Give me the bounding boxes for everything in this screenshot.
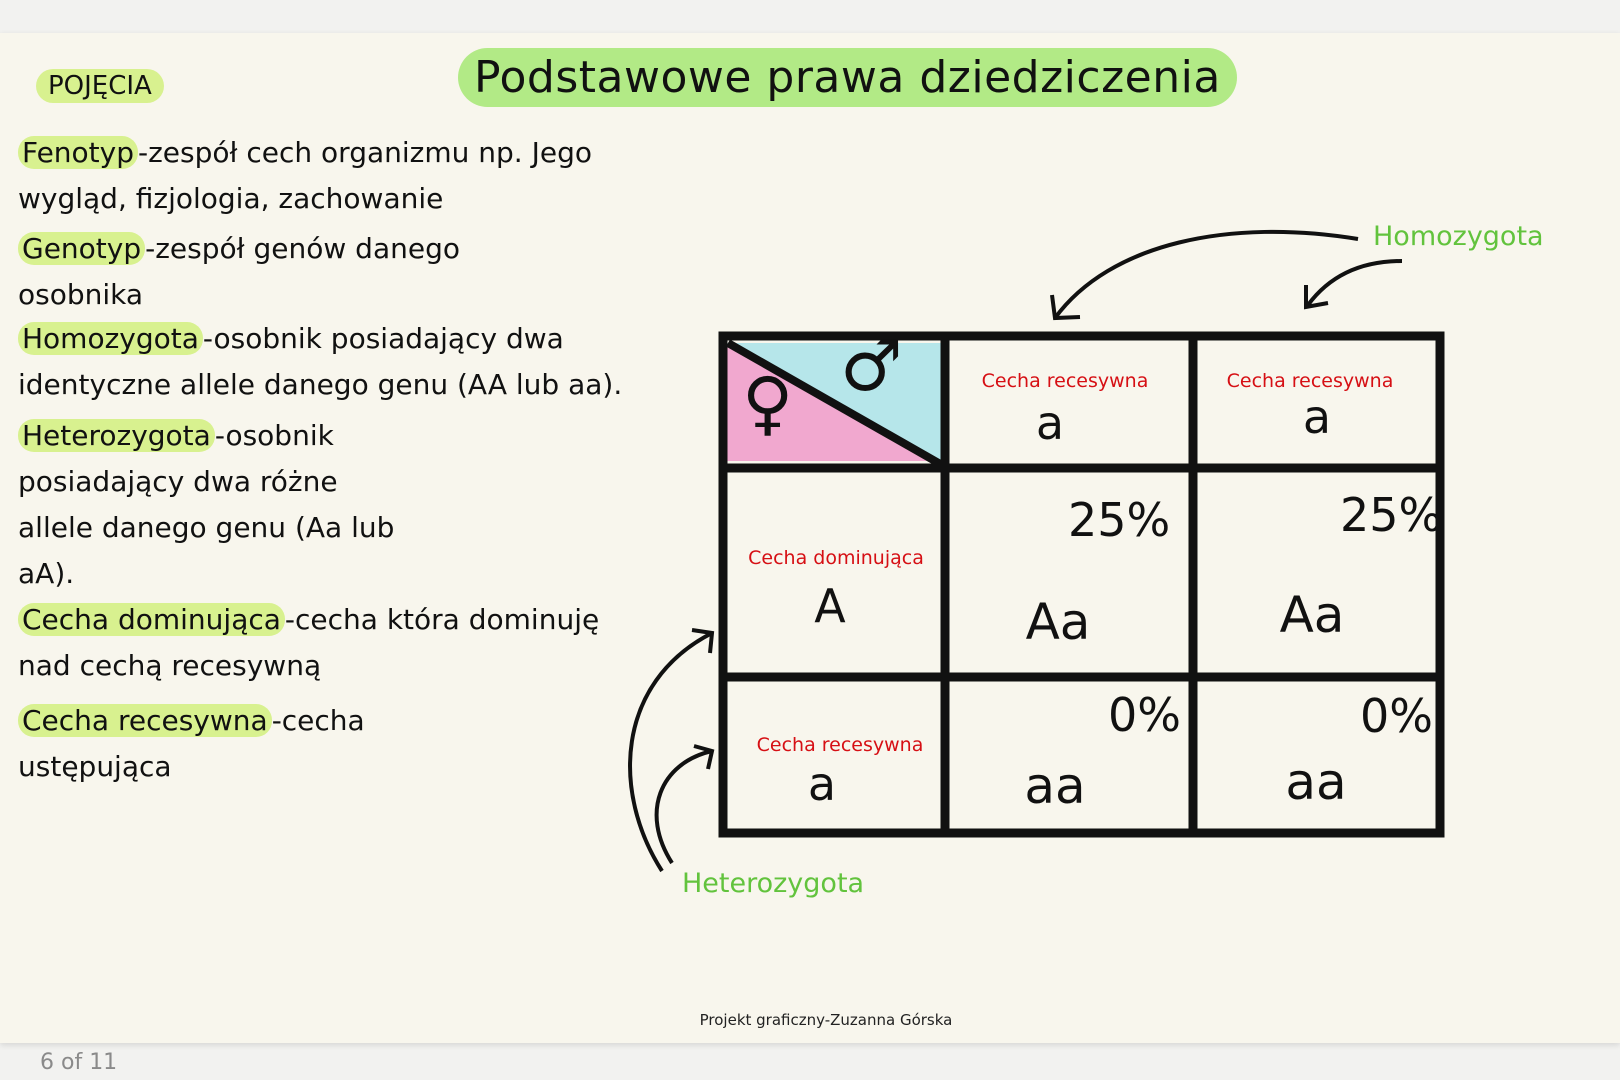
definition-text: -osobnik <box>214 419 334 452</box>
arrow-homozygota-right <box>1308 261 1402 305</box>
arrow-heterozygota-lower <box>657 751 712 863</box>
female-icon: ♀ <box>742 362 794 444</box>
definition-text: -cecha która dominuję <box>284 603 600 636</box>
definition-text: allele danego genu (Aa lub <box>18 511 395 544</box>
row-header-label: Cecha recesywna <box>756 734 924 756</box>
cell-percent: 0% <box>1360 689 1433 743</box>
column-header-label: Cecha recesywna <box>981 370 1149 392</box>
cell-genotype: aa <box>1285 753 1347 811</box>
column-header-label: Cecha recesywna <box>1226 370 1394 392</box>
column-header-allele: a <box>1035 396 1065 450</box>
section-tag: POJĘCIA <box>36 69 164 103</box>
cell-percent: 25% <box>1068 493 1171 547</box>
definition-text: identyczne allele danego genu (AA lub aa). <box>18 368 623 401</box>
cell-genotype: Aa <box>1279 586 1345 644</box>
credit: Projekt graficzny-Zuzanna Górska <box>699 1011 953 1029</box>
cell-percent: 25% <box>1340 488 1443 542</box>
definition-text: -zespół cech organizmu np. Jego <box>138 136 592 169</box>
definition-term: Cecha dominująca <box>18 603 285 636</box>
row-header-allele: a <box>807 757 837 811</box>
definition-term: Cecha recesywna <box>18 704 272 737</box>
cell-genotype: aa <box>1024 757 1086 815</box>
arrow-heterozygota-upper <box>630 633 712 871</box>
definition-text: -zespół genów danego <box>145 232 460 265</box>
annotation-heterozygota: Heterozygota <box>682 868 865 899</box>
definition-term: Fenotyp <box>18 136 138 169</box>
cell-percent: 0% <box>1108 688 1181 742</box>
definition-term: Homozygota <box>18 322 203 355</box>
definition-text: -cecha <box>271 704 365 737</box>
definition-text: posiadający dwa różne <box>18 465 338 498</box>
cell-genotype: Aa <box>1025 593 1091 651</box>
definition-text: wygląd, fizjologia, zachowanie <box>18 182 444 215</box>
page-indicator: 6 of 11 <box>40 1050 118 1075</box>
column-header-allele: a <box>1302 390 1332 444</box>
definition-text: aA). <box>18 557 75 590</box>
definition-term: Heterozygota <box>18 419 215 452</box>
definition-term: Genotyp <box>18 232 145 265</box>
definition-text: osobnika <box>18 278 144 311</box>
row-header-label: Cecha dominująca <box>748 547 924 569</box>
row-header-allele: A <box>814 579 846 633</box>
definition-text: -osobnik posiadający dwa <box>202 322 564 355</box>
slide <box>0 33 1620 1043</box>
male-icon: ♂ <box>840 325 903 407</box>
annotation-homozygota: Homozygota <box>1373 221 1544 252</box>
page-title: Podstawowe prawa dziedziczenia <box>458 48 1237 107</box>
definition-text: nad cechą recesywną <box>18 649 322 682</box>
definition-text: ustępująca <box>18 750 172 783</box>
